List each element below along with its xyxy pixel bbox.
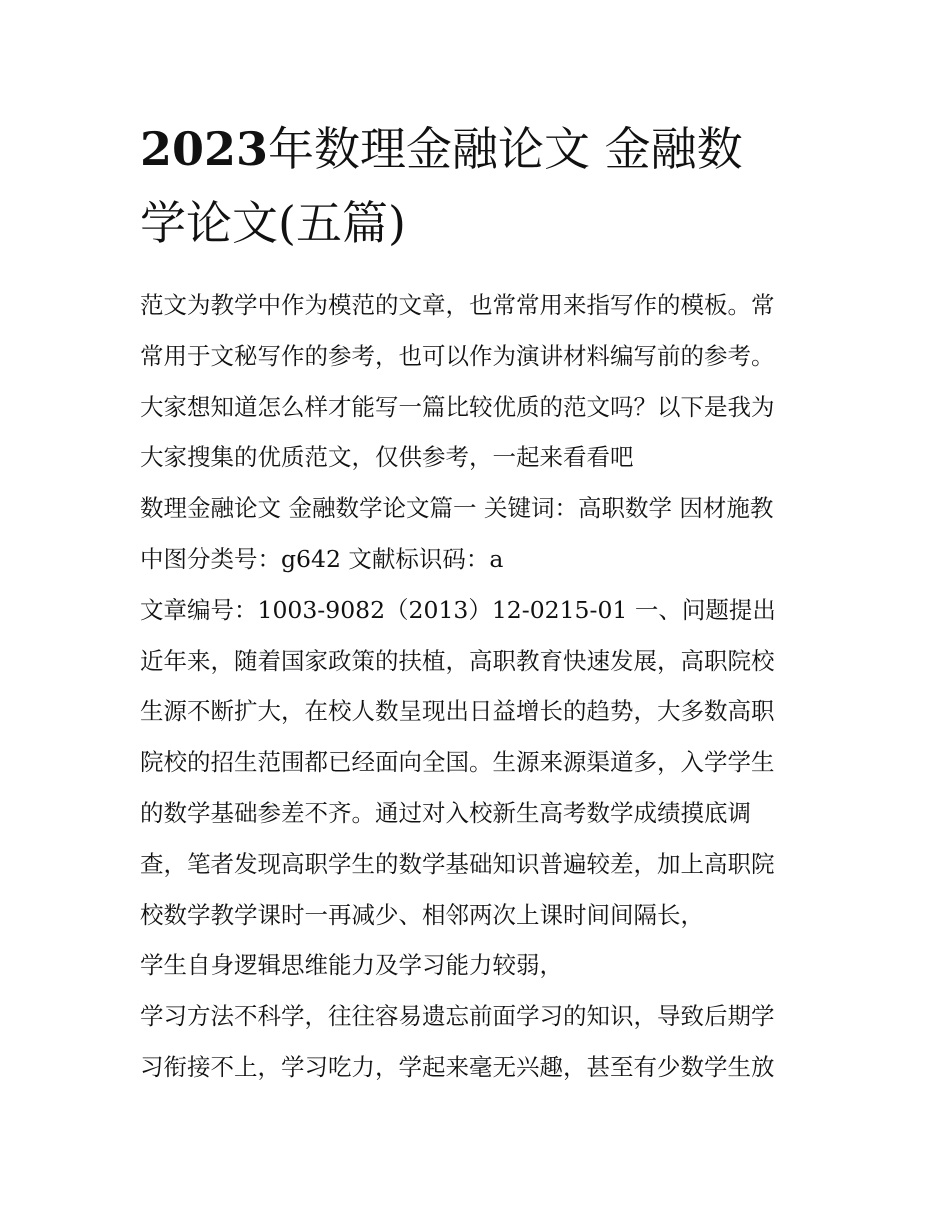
body-line: 院校的招生范围都已经面向全国。生源来源渠道多，入学学生 — [140, 748, 775, 777]
title-line-1 — [140, 112, 820, 186]
body-line: 数理金融论文 金融数学论文篇一 关键词：高职数学 因材施教 — [140, 494, 774, 523]
title-year: 2023 — [140, 122, 269, 176]
body-line: 大家想知道怎么样才能写一篇比较优质的范文吗？以下是我为 — [140, 392, 775, 421]
title-line-2: 学论文(五篇) — [140, 196, 406, 250]
body-line: 常用于文秘写作的参考，也可以作为演讲材料编写前的参考。 — [140, 341, 775, 370]
body-line: 的数学基础参差不齐。通过对入校新生高考数学成绩摸底调 — [140, 798, 751, 827]
body-line: 文章编号：1003-9082（2013）12-0215-01 一、问题提出 — [140, 595, 776, 624]
body-line: 校数学教学课时一再减少、相邻两次上课时间间隔长， — [140, 900, 704, 929]
body-line: 查，笔者发现高职学生的数学基础知识普遍较差，加上高职院 — [140, 849, 775, 878]
document-title — [140, 112, 820, 260]
document-body — [140, 280, 830, 1093]
body-line: 习衔接不上，学习吃力，学起来毫无兴趣，甚至有少数学生放 — [140, 1052, 775, 1081]
body-line: 生源不断扩大，在校人数呈现出日益增长的趋势，大多数高职 — [140, 697, 775, 726]
body-line: 近年来，随着国家政策的扶植，高职教育快速发展，高职院校 — [140, 646, 775, 675]
body-line: 学生自身逻辑思维能力及学习能力较弱， — [140, 951, 563, 980]
body-line: 学习方法不科学，往往容易遗忘前面学习的知识，导致后期学 — [140, 1002, 775, 1031]
body-line: 大家搜集的优质范文，仅供参考，一起来看看吧 — [140, 443, 634, 472]
body-line: 范文为教学中作为模范的文章，也常常用来指写作的模板。常 — [140, 291, 775, 319]
body-line: 中图分类号：g642 文献标识码：a — [140, 544, 504, 573]
title-line-1-text: 年数理金融论文 金融数 — [268, 122, 743, 176]
